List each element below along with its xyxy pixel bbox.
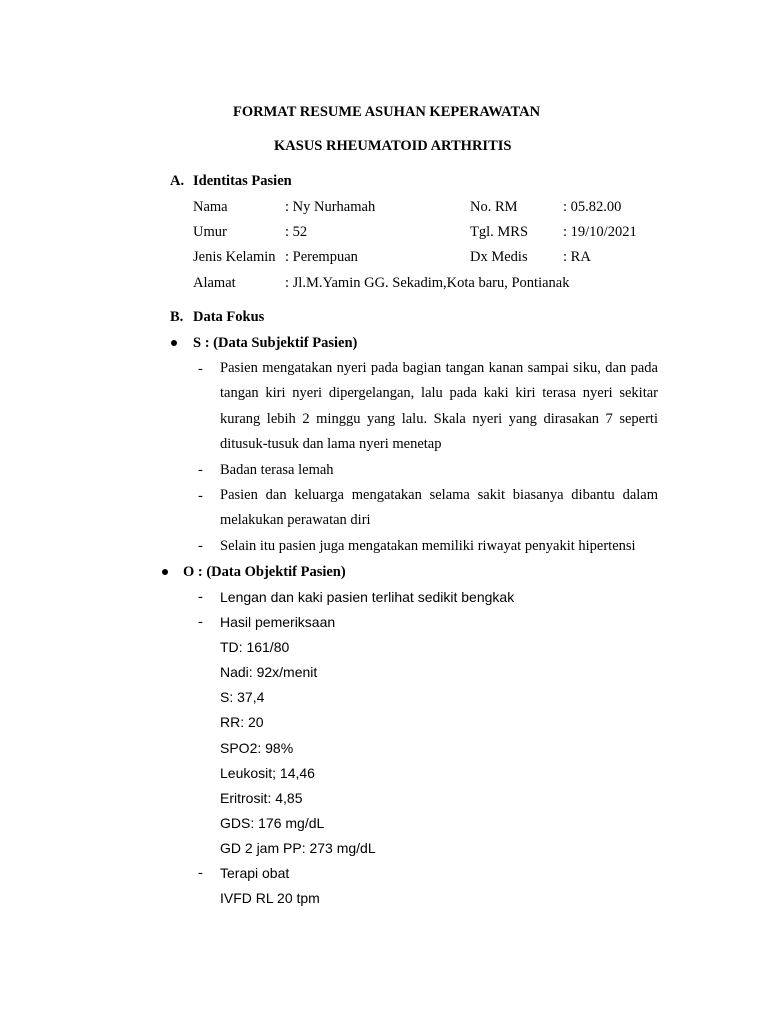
bullet-icon <box>162 569 168 575</box>
dash-marker: - <box>198 589 203 605</box>
section-b-marker: B. <box>170 309 184 325</box>
exam-result: GD 2 jam PP: 273 mg/dL <box>220 840 376 856</box>
exam-result: Leukosit; 14,46 <box>220 765 315 781</box>
bullet-icon <box>171 340 177 346</box>
dash-marker: - <box>198 488 203 504</box>
identity-label: No. RM <box>470 199 518 215</box>
subjective-item: Pasien dan keluarga mengatakan selama sakit biasanya dibantu dalam melakukan perawatan diri <box>220 487 658 529</box>
dash-marker: - <box>198 614 203 630</box>
identity-value: : Perempuan <box>285 249 358 265</box>
identity-value: : 19/10/2021 <box>563 224 637 240</box>
exam-result: RR: 20 <box>220 714 264 730</box>
objective-item: Terapi obat <box>220 865 290 881</box>
identity-label: Umur <box>193 224 227 240</box>
section-a-marker: A. <box>170 173 185 189</box>
document-subtitle: KASUS RHEUMATOID ARTHRITIS <box>274 138 512 154</box>
subjective-item: Badan terasa lemah <box>220 462 334 478</box>
identity-label: Jenis Kelamin <box>193 249 276 265</box>
identity-value: : Ny Nurhamah <box>285 199 376 215</box>
exam-result: Eritrosit: 4,85 <box>220 790 303 806</box>
identity-label: Alamat <box>193 275 236 291</box>
subjective-item: Selain itu pasien juga mengatakan memiliki riwayat penyakit hipertensi <box>220 538 636 554</box>
dash-marker: - <box>198 361 203 377</box>
identity-value: : 05.82.00 <box>563 199 622 215</box>
subjective-heading: S : (Data Subjektif Pasien) <box>193 335 358 351</box>
exam-result: SPO2: 98% <box>220 740 294 756</box>
therapy-line: IVFD RL 20 tpm <box>220 890 320 906</box>
document-title: FORMAT RESUME ASUHAN KEPERAWATAN <box>233 104 541 120</box>
dash-marker: - <box>198 865 203 881</box>
section-a-heading: Identitas Pasien <box>193 173 292 189</box>
identity-label: Tgl. MRS <box>470 224 529 240</box>
identity-label: Nama <box>193 199 228 215</box>
section-b-heading: Data Fokus <box>193 309 265 325</box>
exam-result: GDS: 176 mg/dL <box>220 815 325 831</box>
identity-value: : RA <box>563 249 591 265</box>
exam-result: S: 37,4 <box>220 689 265 705</box>
dash-marker: - <box>198 462 203 478</box>
objective-item: Hasil pemeriksaan <box>220 614 336 630</box>
subjective-item: Pasien mengatakan nyeri pada bagian tangan kanan sampai siku, dan pada tangan kiri nyeri dipergelangan, lalu pada kaki kiri terasa nyeri sekitar kurang lebih 2 minggu yang lalu. Skala nyeri yang dirasakan 7 seperti ditusuk-tusuk dan lama nyeri menetap <box>220 360 658 452</box>
identity-value: : 52 <box>285 224 308 240</box>
exam-result: Nadi: 92x/menit <box>220 664 318 680</box>
identity-value: : Jl.M.Yamin GG. Sekadim,Kota baru, Pontianak <box>285 275 570 291</box>
objective-item: Lengan dan kaki pasien terlihat sedikit bengkak <box>220 589 515 605</box>
exam-result: TD: 161/80 <box>220 639 290 655</box>
objective-heading: O : (Data Objektif Pasien) <box>183 564 346 580</box>
dash-marker: - <box>198 538 203 554</box>
identity-label: Dx Medis <box>470 249 528 265</box>
